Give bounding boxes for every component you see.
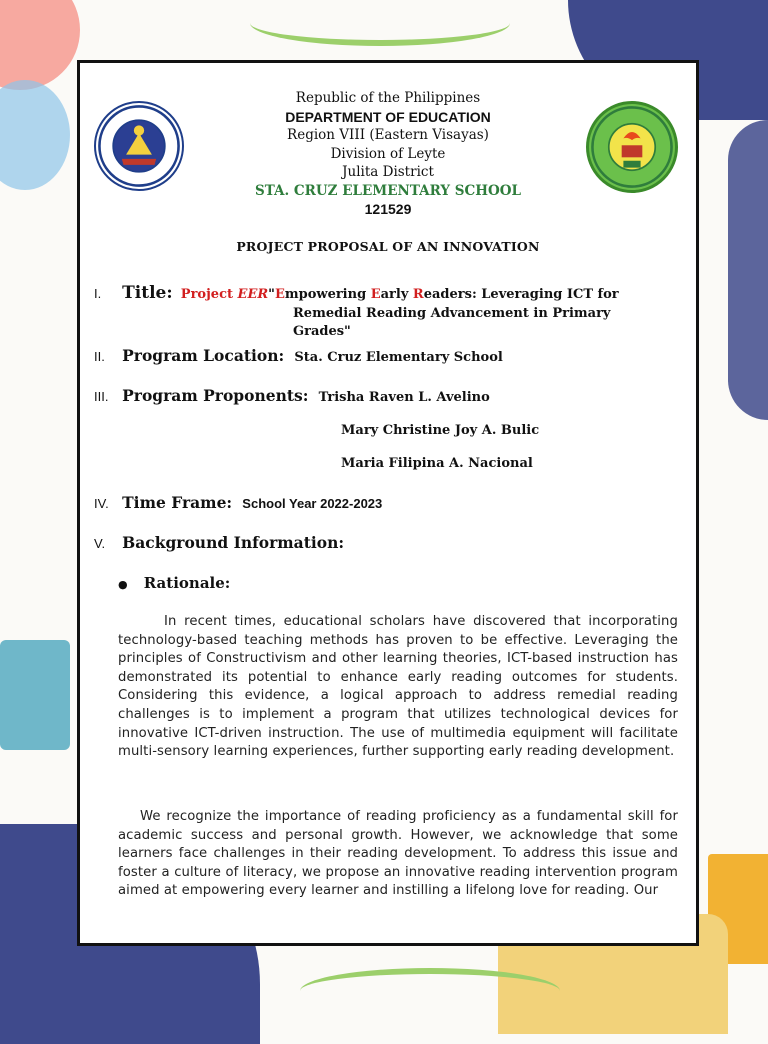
title-letter-e2: E [370, 287, 381, 302]
section-number: III. [94, 389, 109, 404]
rationale-paragraph-1: In recent times, educational scholars have discovered that incorporating technology-based teaching methods has proven to be effective. Leveraging the principles of Constructivism and other learning theories, ICT-based instruction has demonstrated its potential to enhance early reading outcomes for students. Considering this evidence, a logical approach to address remedial reading challenges is to implement a program that utilizes technological devices for innovative ICT-driven instruction. The use of multimedia equipment will facilitate multi-sensory learning experiences, further supporting early reading development. [118, 614, 678, 760]
project-word: Project [180, 287, 233, 302]
school-logo [586, 101, 678, 193]
timeframe-value: School Year 2022-2023 [242, 496, 383, 511]
proponent-3: Maria Filipina A. Nacional [341, 456, 533, 471]
school-id: 121529 [364, 201, 412, 217]
section-timeframe [94, 493, 678, 512]
section-title [94, 283, 678, 340]
division-line: Division of Leyte [330, 145, 446, 162]
rationale-bullet [118, 574, 678, 592]
region-line: Region VIII (Eastern Visayas) [287, 127, 489, 143]
project-acronym: EER [237, 287, 269, 302]
decor-blob-pink [0, 0, 80, 90]
decor-green-stripe-top [250, 0, 510, 46]
school-seal-icon [589, 104, 675, 190]
section-number: IV. [94, 496, 109, 511]
section-number: II. [94, 349, 105, 364]
decor-green-stripe-bottom [300, 968, 560, 1014]
district-line: Julita District [342, 164, 434, 180]
title-word: mpowering [284, 287, 371, 302]
deped-seal-icon [96, 103, 182, 189]
bullet-icon: ● [118, 578, 128, 591]
decor-blob-blue [0, 80, 70, 190]
section-label: Background Information: [122, 533, 345, 552]
document-page [77, 60, 699, 946]
proponent-1: Trisha Raven L. Avelino [318, 390, 490, 405]
title-quote: " [268, 287, 275, 302]
proposal-heading: PROJECT PROPOSAL OF AN INNOVATION [236, 238, 540, 254]
proponent-2: Mary Christine Joy A. Bulic [341, 423, 540, 438]
location-value: Sta. Cruz Elementary School [294, 350, 503, 365]
section-label: Program Location: [122, 346, 285, 365]
title-letter-e: E [274, 287, 285, 302]
section-location [94, 346, 678, 365]
deped-seal-logo [94, 101, 184, 191]
section-label: Title: [122, 283, 173, 303]
decor-blob-navy-right [728, 120, 768, 420]
republic-line: Republic of the Philippines [295, 90, 481, 106]
department-line: DEPARTMENT OF EDUCATION [285, 108, 491, 125]
title-word3: eaders: Leveraging ICT for [423, 287, 619, 302]
title-word2: arly [380, 287, 413, 302]
school-name: STA. CRUZ ELEMENTARY SCHOOL [254, 182, 522, 199]
rationale-label: Rationale: [143, 574, 231, 592]
decor-pencil-cup-left [0, 640, 70, 750]
section-background [94, 533, 678, 552]
section-label: Time Frame: [122, 493, 233, 512]
section-number: I. [94, 286, 102, 301]
section-label: Program Proponents: [122, 386, 309, 405]
title-line-2: Remedial Reading Advancement in Primary [293, 306, 611, 321]
rationale-paragraph-2: We recognize the importance of reading proficiency as a fundamental skill for academic success and personal growth. However, we acknowledge that some learners face challenges in their reading development. To address this issue and foster a culture of literacy, we propose an innovative reading intervention program aimed at empowering every learner and instilling a lifelong love for reading. Our [118, 809, 678, 899]
section-number: V. [94, 536, 106, 551]
title-line-3: Grades" [293, 324, 351, 339]
title-letter-r: R [412, 287, 424, 302]
section-proponents [94, 386, 678, 471]
